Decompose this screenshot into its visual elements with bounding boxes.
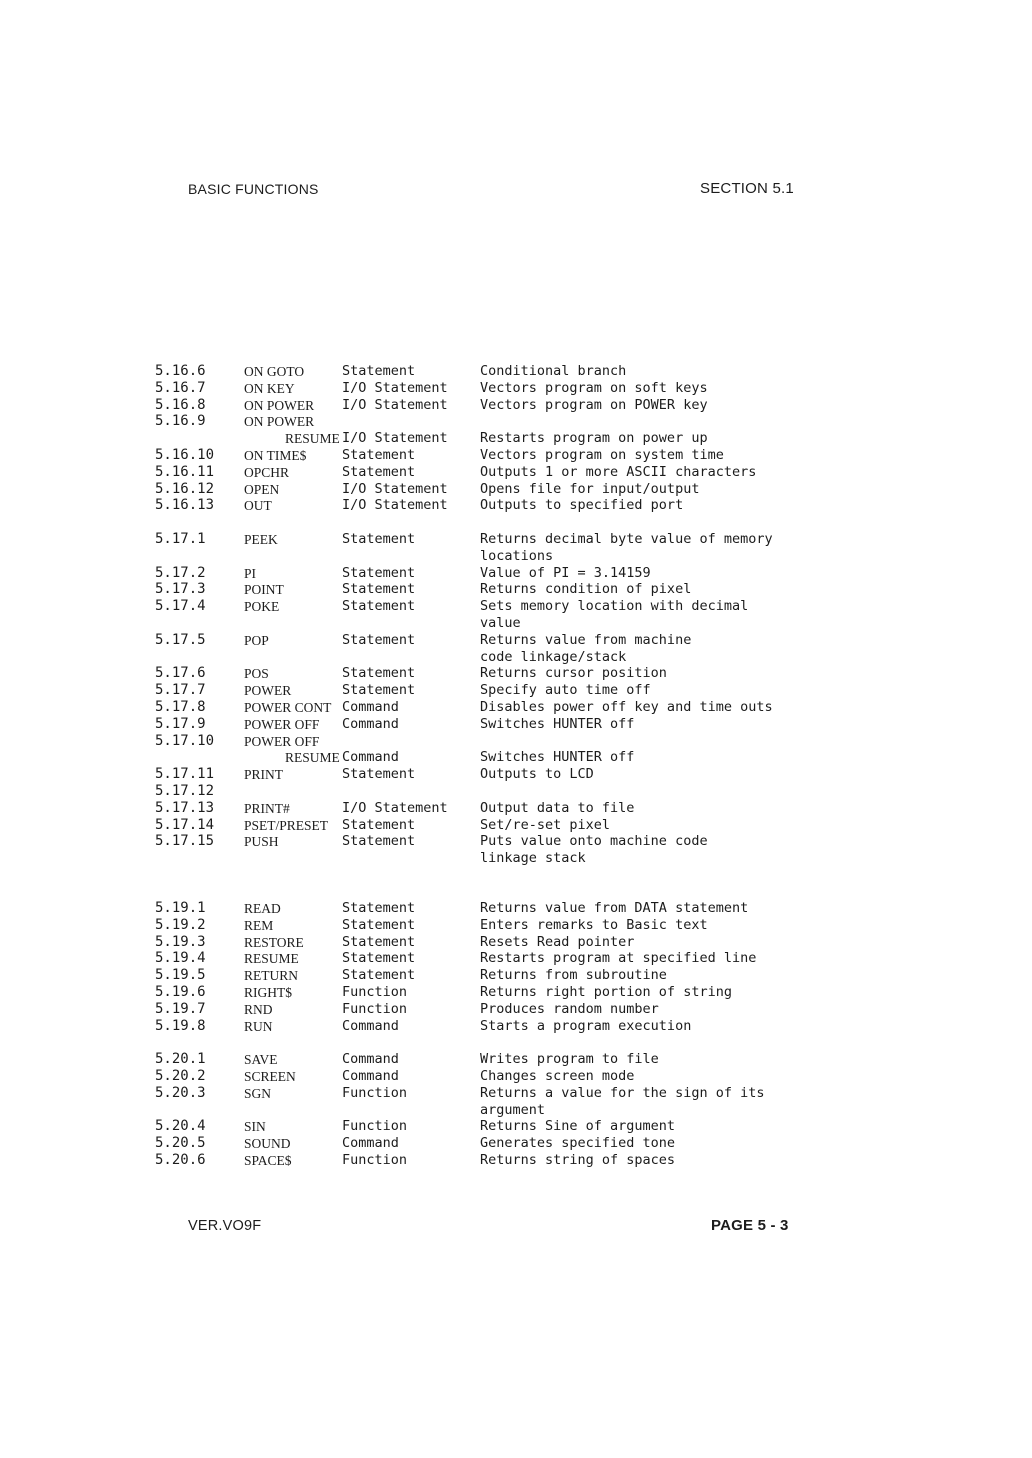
- table-row: [0, 833, 1032, 867]
- section-number: 5.16.12: [155, 480, 215, 497]
- description-line: Returns right portion of string: [480, 984, 732, 1000]
- table-row: [0, 749, 1032, 766]
- description-continuation: argument: [480, 1101, 546, 1118]
- keyword-description: [480, 1001, 659, 1018]
- table-row: [0, 1001, 1032, 1018]
- keyword-type: Statement: [342, 581, 416, 598]
- keyword-description: [480, 447, 724, 464]
- keyword-description: [480, 497, 683, 514]
- table-row: [0, 917, 1032, 934]
- description-line: Returns a value for the sign of its: [480, 1084, 765, 1101]
- keyword-description: [480, 1051, 659, 1068]
- keyword-description: [480, 967, 667, 984]
- keyword-type: Statement: [342, 665, 416, 682]
- keyword-name: RETURN: [244, 968, 298, 984]
- keyword-name: RND: [244, 1001, 273, 1017]
- section-number: 5.16.9: [155, 413, 206, 430]
- keyword-description: [480, 531, 773, 565]
- description-line: Set/re-set pixel: [480, 816, 611, 833]
- keyword-description: [480, 699, 773, 716]
- table-row: [0, 380, 1032, 397]
- description-line: Switches HUNTER off: [480, 715, 635, 732]
- table-row: [0, 447, 1032, 464]
- table-row: [0, 682, 1032, 699]
- keyword-name: RESTORE: [244, 934, 304, 950]
- keyword-name: POKE: [244, 599, 280, 615]
- description-line: Resets Read pointer: [480, 933, 635, 950]
- keyword-type: Command: [342, 1051, 399, 1068]
- keyword-description: [480, 817, 610, 834]
- table-row: [0, 481, 1032, 498]
- section-number: 5.17.3: [155, 581, 206, 598]
- keyword-name: SIN: [244, 1119, 266, 1135]
- keyword-name: PEEK: [244, 532, 278, 547]
- table-row: [0, 1018, 1032, 1035]
- section-number: 5.17.7: [155, 682, 206, 699]
- table-row: [0, 800, 1032, 817]
- table-row: [0, 363, 1032, 380]
- keyword-type: Command: [342, 1017, 399, 1034]
- description-line: Outputs to specified port: [480, 497, 684, 514]
- table-row: [0, 665, 1032, 682]
- table-row: [0, 413, 1032, 430]
- section-number: 5.19.8: [155, 1017, 206, 1034]
- keyword-name: OPEN: [244, 481, 280, 497]
- keyword-type: Command: [342, 715, 399, 732]
- description-line: Outputs to LCD: [480, 766, 594, 783]
- section-number: 5.17.15: [155, 833, 215, 850]
- section-number: 5.20.1: [155, 1051, 206, 1068]
- description-line: Returns from subroutine: [480, 967, 667, 984]
- keyword-description: [480, 917, 708, 934]
- keyword-name: OPCHR: [244, 464, 290, 480]
- keyword-name: RESUME: [285, 750, 340, 766]
- keyword-name: ON KEY: [244, 380, 295, 396]
- keyword-description: [480, 984, 732, 1001]
- keyword-name: POWER OFF: [244, 716, 320, 732]
- description-line: Generates specified tone: [480, 1135, 676, 1152]
- description-line: Returns decimal byte value of memory: [480, 531, 773, 547]
- description-line: Enters remarks to Basic text: [480, 916, 708, 933]
- keyword-type: I/O Statement: [342, 379, 448, 396]
- keyword-description: [480, 950, 756, 967]
- keyword-type: Statement: [342, 916, 416, 933]
- keyword-description: [480, 397, 708, 414]
- section-number: 5.19.4: [155, 950, 206, 967]
- header-title: BASIC FUNCTIONS: [188, 181, 319, 197]
- section-number: 5.20.6: [155, 1152, 206, 1168]
- keyword-type: Command: [342, 1135, 399, 1152]
- section-number: 5.17.11: [155, 766, 215, 783]
- keyword-description: [480, 934, 634, 951]
- keyword-description: [480, 565, 651, 582]
- keyword-description: [480, 481, 699, 498]
- section-number: 5.16.7: [155, 379, 206, 396]
- keyword-type: Statement: [342, 631, 416, 648]
- table-row: [0, 497, 1032, 514]
- keyword-type: Statement: [342, 933, 416, 950]
- description-line: Vectors program on POWER key: [480, 396, 708, 413]
- keyword-description: [480, 1018, 691, 1035]
- description-continuation: linkage stack: [480, 850, 586, 867]
- keyword-description: [480, 581, 691, 598]
- description-line: Sets memory location with decimal: [480, 598, 749, 615]
- keyword-type: I/O Statement: [342, 430, 448, 447]
- keyword-name: PI: [244, 565, 257, 581]
- description-line: Starts a program execution: [480, 1017, 692, 1034]
- section-number: 5.19.2: [155, 916, 206, 933]
- keyword-description: [480, 682, 651, 699]
- keyword-type: I/O Statement: [342, 497, 448, 514]
- keyword-type: Function: [342, 1084, 408, 1101]
- footer-version: VER.VO9F: [188, 1218, 262, 1234]
- description-line: Value of PI = 3.14159: [480, 564, 651, 581]
- section-number: 5.19.7: [155, 1000, 206, 1017]
- keyword-name: POWER CONT: [244, 700, 332, 715]
- keyword-type: I/O Statement: [342, 396, 448, 413]
- section-number: 5.16.11: [155, 463, 215, 480]
- keyword-name: ON POWER: [244, 414, 315, 430]
- table-row: [0, 1135, 1032, 1152]
- section-number: 5.19.3: [155, 933, 206, 950]
- keyword-description: [480, 430, 708, 447]
- keyword-type: Function: [342, 1152, 408, 1168]
- description-line: Vectors program on system time: [480, 447, 724, 463]
- description-line: Returns cursor position: [480, 665, 667, 682]
- table-row: [0, 950, 1032, 967]
- section-number: 5.17.8: [155, 699, 206, 715]
- keyword-name: ON TIME$: [244, 448, 307, 463]
- keyword-description: [480, 1135, 675, 1152]
- description-line: Specify auto time off: [480, 682, 651, 699]
- table-row: [0, 699, 1032, 716]
- description-line: Restarts program at specified line: [480, 950, 757, 967]
- keyword-name: PRINT: [244, 767, 284, 783]
- keyword-type: I/O Statement: [342, 480, 448, 497]
- description-line: Disables power off key and time outs: [480, 699, 773, 715]
- section-number: 5.17.13: [155, 799, 215, 816]
- table-row: [0, 531, 1032, 564]
- description-line: Outputs 1 or more ASCII characters: [480, 463, 757, 480]
- table-row: [0, 900, 1032, 917]
- table-row: [0, 581, 1032, 598]
- keyword-name: SCREEN: [244, 1069, 296, 1084]
- keyword-name: SOUND: [244, 1136, 291, 1152]
- keyword-description: [480, 363, 626, 380]
- table-row: [0, 1084, 1032, 1118]
- keyword-description: [480, 1085, 764, 1119]
- description-line: Output data to file: [480, 799, 635, 816]
- table-row: [0, 1068, 1032, 1085]
- description-line: Changes screen mode: [480, 1068, 635, 1084]
- keyword-description: [480, 1068, 634, 1085]
- keyword-name: POWER OFF: [244, 733, 320, 749]
- keyword-name: POWER: [244, 683, 292, 699]
- footer-page-number: PAGE 5 - 3: [711, 1217, 789, 1234]
- keyword-description: [480, 800, 634, 817]
- section-number: 5.17.5: [155, 631, 206, 648]
- keyword-name: POS: [244, 666, 269, 682]
- keyword-description: [480, 1152, 675, 1169]
- section-number: 5.16.13: [155, 497, 215, 514]
- keyword-name: OUT: [244, 498, 272, 514]
- keyword-type: Statement: [342, 950, 416, 967]
- keyword-description: [480, 665, 667, 682]
- keyword-name: ON GOTO: [244, 364, 305, 379]
- keyword-name: READ: [244, 901, 281, 916]
- keyword-type: Command: [342, 749, 399, 766]
- keyword-type: Command: [342, 1068, 399, 1084]
- keyword-name: SPACE$: [244, 1153, 292, 1168]
- keyword-type: Statement: [342, 816, 416, 833]
- section-number: 5.20.5: [155, 1135, 206, 1152]
- keyword-type: Statement: [342, 833, 416, 850]
- keyword-type: I/O Statement: [342, 799, 448, 816]
- keyword-type: Function: [342, 984, 408, 1000]
- keyword-type: Function: [342, 1118, 408, 1135]
- table-row: [0, 817, 1032, 834]
- keyword-type: Statement: [342, 363, 416, 379]
- keyword-name: RESUME: [244, 951, 299, 967]
- keyword-name: ON POWER: [244, 397, 315, 413]
- keyword-type: Statement: [342, 447, 416, 463]
- table-row: [0, 984, 1032, 1001]
- keyword-type: Statement: [342, 766, 416, 783]
- section-number: 5.16.6: [155, 363, 206, 379]
- keyword-name: PRINT#: [244, 800, 290, 816]
- table-row: [0, 733, 1032, 750]
- keyword-type: Statement: [342, 682, 416, 699]
- table-row: [0, 464, 1032, 481]
- description-continuation: value: [480, 615, 521, 632]
- section-number: 5.20.3: [155, 1084, 206, 1101]
- table-row: [0, 934, 1032, 951]
- section-number: 5.17.12: [155, 783, 215, 799]
- keyword-type: Statement: [342, 463, 416, 480]
- description-line: Returns value from machine: [480, 631, 692, 648]
- section-number: 5.17.14: [155, 816, 215, 833]
- description-line: Opens file for input/output: [480, 480, 700, 497]
- keyword-type: Statement: [342, 564, 416, 581]
- description-line: Returns condition of pixel: [480, 581, 692, 598]
- section-number: 5.17.6: [155, 665, 206, 682]
- keyword-type: Statement: [342, 900, 416, 916]
- table-row: [0, 1118, 1032, 1135]
- keyword-description: [480, 900, 748, 917]
- table-row: [0, 967, 1032, 984]
- keyword-description: [480, 1118, 675, 1135]
- keyword-name: POINT: [244, 582, 284, 598]
- keyword-description: [480, 464, 756, 481]
- keyword-description: [480, 380, 708, 397]
- table-row: [0, 716, 1032, 733]
- section-number: 5.16.8: [155, 396, 206, 413]
- keyword-description: [480, 716, 634, 733]
- keyword-name: PSET/PRESET: [244, 817, 329, 833]
- description-line: Puts value onto machine code: [480, 833, 708, 850]
- description-line: Writes program to file: [480, 1051, 659, 1068]
- section-number: 5.19.5: [155, 967, 206, 984]
- keyword-description: [480, 833, 708, 867]
- header-section: SECTION 5.1: [700, 180, 794, 197]
- table-row: [0, 1051, 1032, 1068]
- table-row: [0, 598, 1032, 632]
- keyword-name: SGN: [244, 1085, 272, 1101]
- keyword-name: RUN: [244, 1018, 273, 1034]
- section-number: 5.17.9: [155, 715, 206, 732]
- description-line: Produces random number: [480, 1000, 659, 1017]
- keyword-description: [480, 598, 748, 632]
- keyword-name: PUSH: [244, 834, 279, 850]
- section-number: 5.20.2: [155, 1068, 206, 1084]
- keyword-type: Statement: [342, 598, 416, 615]
- table-row: [0, 397, 1032, 414]
- description-line: Vectors program on soft keys: [480, 379, 708, 396]
- keyword-description: [480, 766, 594, 783]
- description-line: Restarts program on power up: [480, 430, 708, 447]
- description-line: Returns value from DATA statement: [480, 900, 749, 916]
- section-number: 5.17.4: [155, 598, 206, 615]
- table-row: [0, 1152, 1032, 1169]
- keyword-type: Statement: [342, 967, 416, 984]
- table-row: [0, 565, 1032, 582]
- keyword-name: SAVE: [244, 1052, 278, 1068]
- keyword-description: [480, 632, 691, 666]
- description-line: Returns Sine of argument: [480, 1118, 676, 1135]
- keyword-type: Statement: [342, 531, 416, 547]
- section-number: 5.19.1: [155, 900, 206, 916]
- section-number: 5.16.10: [155, 447, 215, 463]
- section-number: 5.17.10: [155, 732, 215, 749]
- table-row: [0, 783, 1032, 800]
- section-number: 5.20.4: [155, 1118, 206, 1135]
- table-row: [0, 766, 1032, 783]
- section-number: 5.17.2: [155, 564, 206, 581]
- keyword-name: RIGHT$: [244, 985, 292, 1000]
- keyword-description: [480, 749, 634, 766]
- keyword-name: REM: [244, 917, 274, 933]
- description-continuation: locations: [480, 548, 554, 564]
- keyword-type: Function: [342, 1000, 408, 1017]
- section-number: 5.17.1: [155, 531, 206, 547]
- description-continuation: code linkage/stack: [480, 648, 627, 665]
- table-row: [0, 631, 1032, 665]
- table-row: [0, 430, 1032, 447]
- keyword-name: RESUME: [285, 431, 340, 447]
- description-line: Conditional branch: [480, 363, 627, 379]
- keyword-type: Command: [342, 699, 399, 715]
- description-line: Switches HUNTER off: [480, 749, 635, 766]
- section-number: 5.19.6: [155, 984, 206, 1000]
- keyword-name: POP: [244, 632, 269, 648]
- description-line: Returns string of spaces: [480, 1152, 676, 1168]
